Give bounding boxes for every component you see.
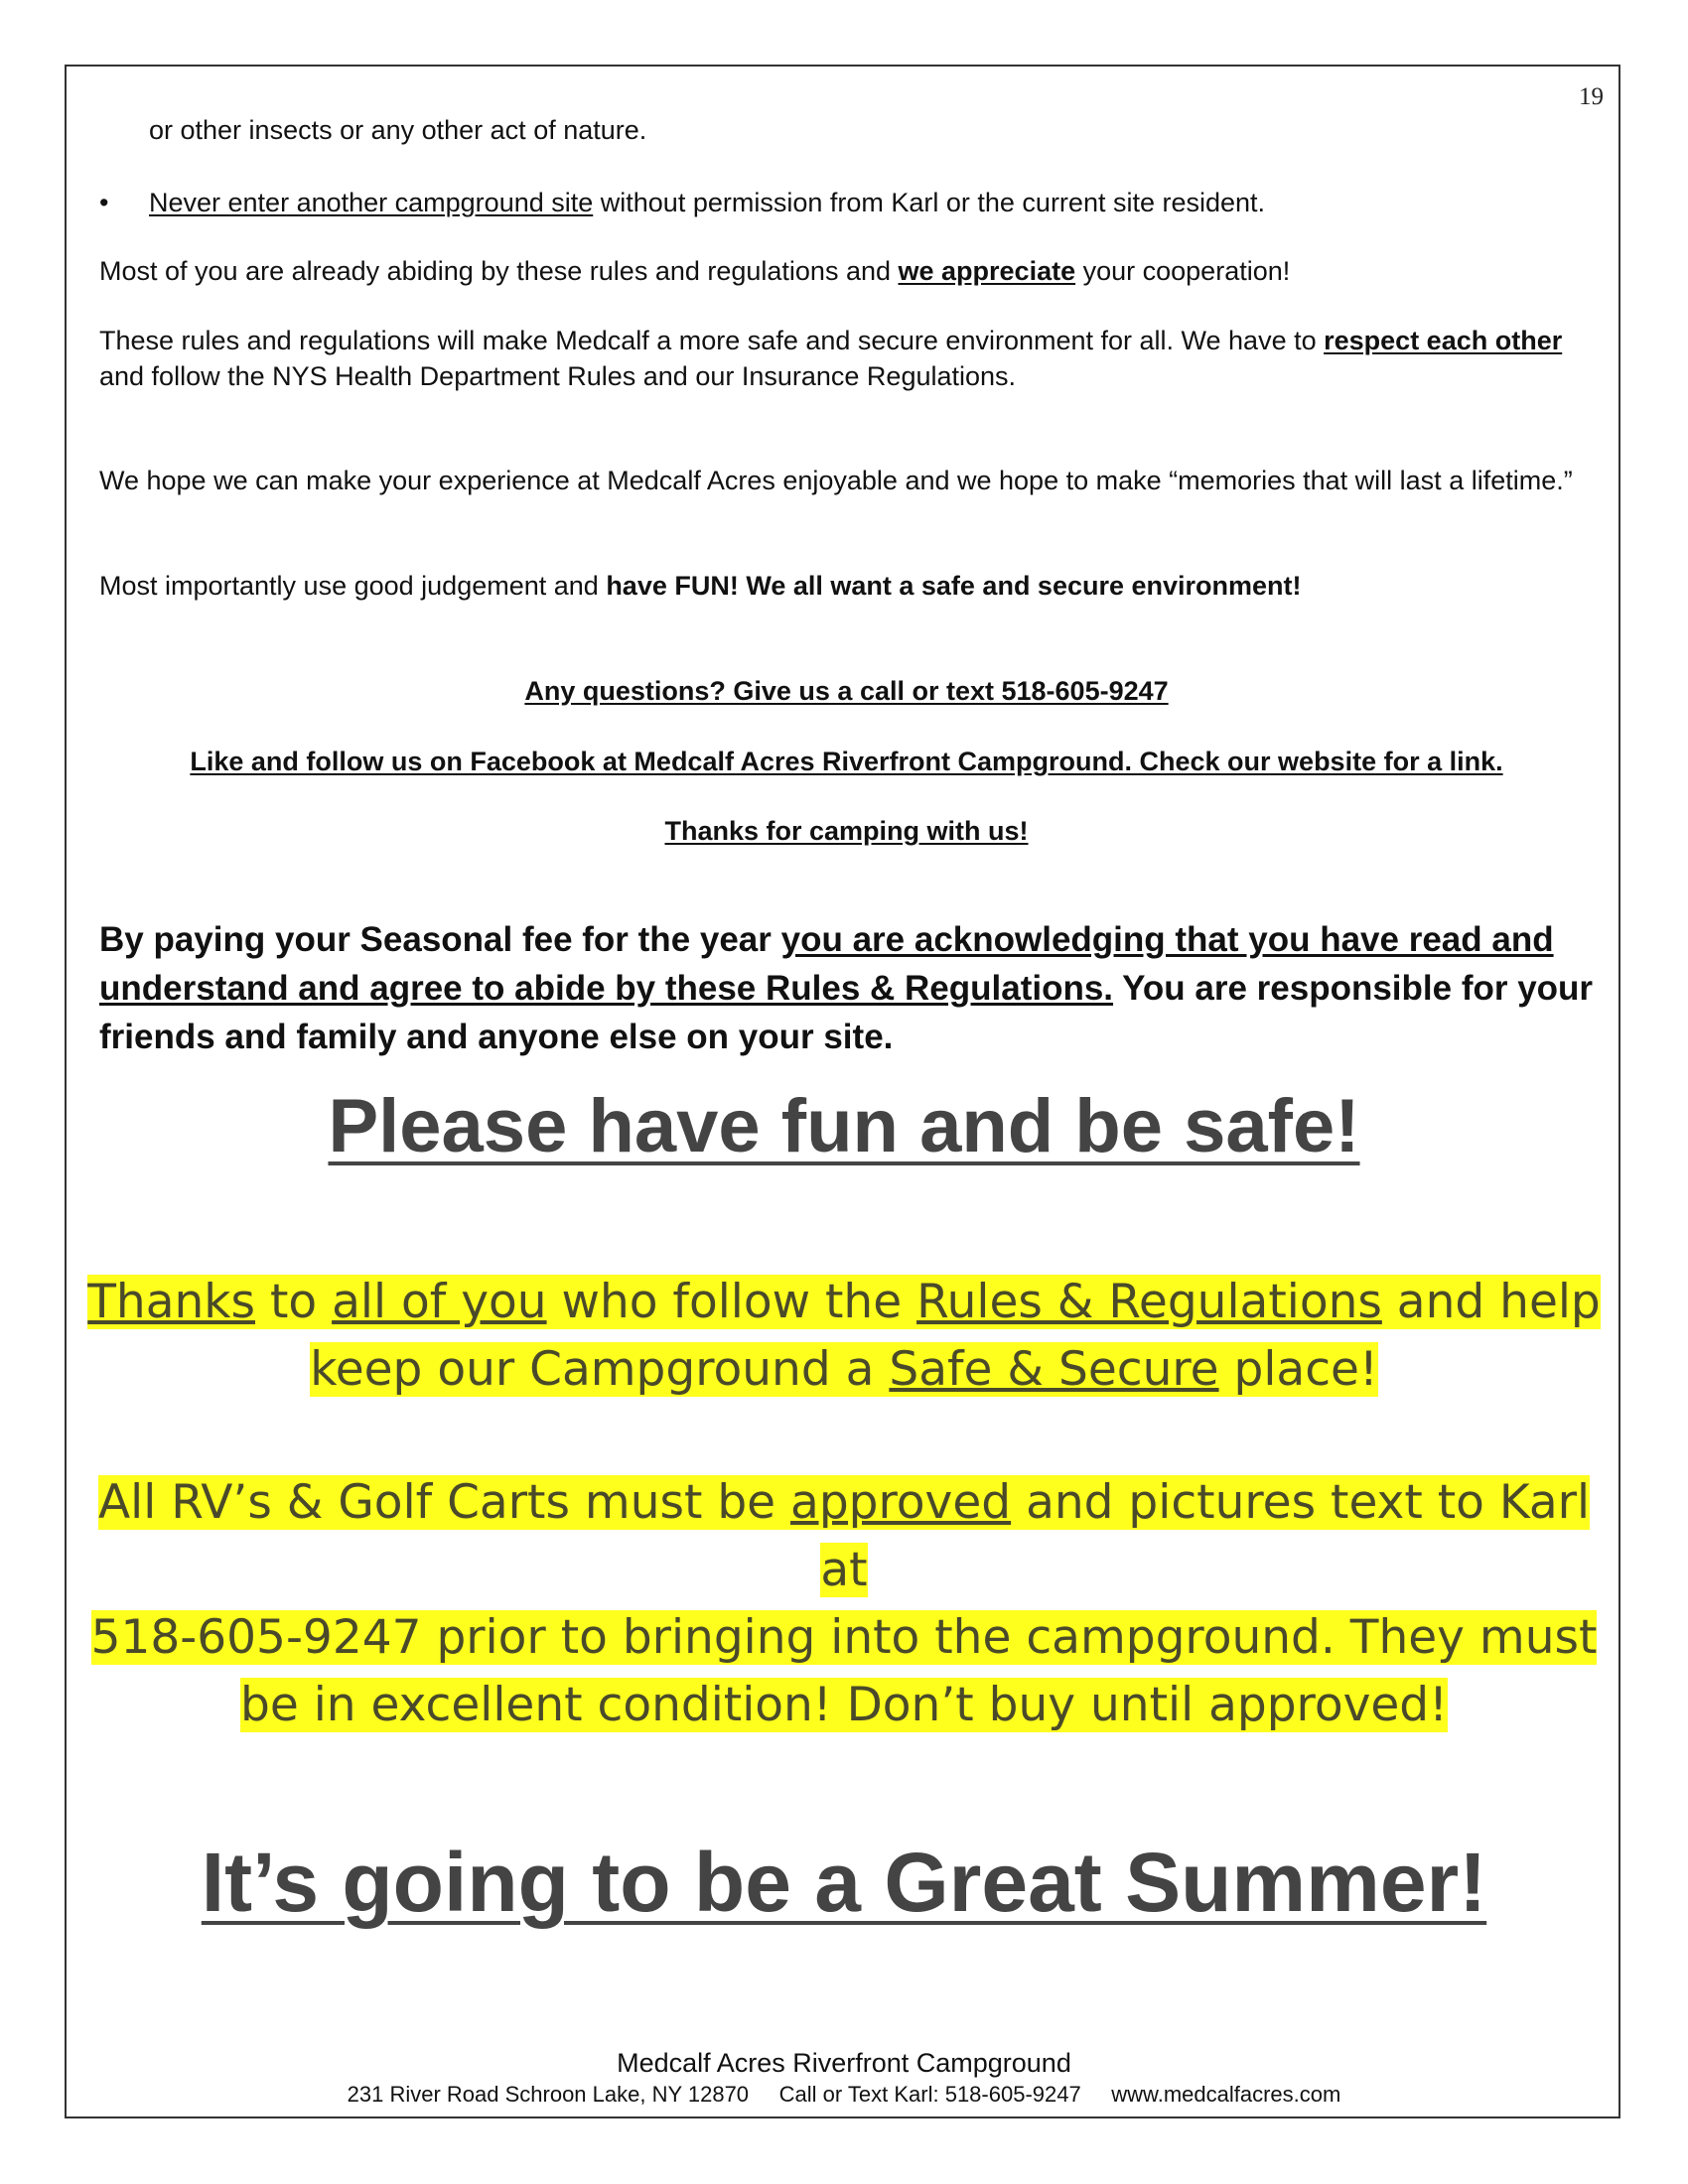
- highlight-thanks-block: [79, 1269, 1609, 1404]
- respect-pre: These rules and regulations will make Medcalf a more safe and secure environment for all. We have to: [99, 326, 1325, 355]
- hl-rules-regulations: Rules & Regulations: [916, 1275, 1382, 1329]
- respect-emphasis: respect each other: [1324, 326, 1563, 355]
- appreciate-paragraph: [99, 253, 1589, 289]
- respect-post: and follow the NYS Health Department Rules and our Insurance Regulations.: [99, 361, 1017, 391]
- hl-text: and pictures text to Karl at: [820, 1475, 1591, 1597]
- acknowledge-pre: By paying your Seasonal fee for the year: [99, 920, 781, 959]
- hl-text: who follow the: [546, 1275, 917, 1329]
- fun-safe-heading: Please have fun and be safe!: [328, 1084, 1360, 1168]
- highlight-approval-line1: [79, 1469, 1609, 1604]
- bullet-icon: •: [99, 188, 109, 217]
- facebook-line: Like and follow us on Facebook at Medcalf Acres Riverfront Campground. Check our website for a link.: [190, 747, 1503, 776]
- hope-paragraph: We hope we can make your experience at Medcalf Acres enjoyable and we hope to make “memories that will last a lifetime.”: [99, 466, 1573, 495]
- hl-text: to: [255, 1275, 333, 1329]
- hl-all-of-you: all of you: [332, 1275, 547, 1329]
- hl-text: All RV’s & Golf Carts must be: [97, 1475, 791, 1530]
- hl-thanks-word: Thanks: [87, 1275, 256, 1329]
- bullet-text: [149, 185, 1265, 220]
- footer-name: Medcalf Acres Riverfront Campground: [617, 2048, 1071, 2078]
- highlight-approval-line3: be in excellent condition! Don’t buy until approved!: [240, 1678, 1448, 1732]
- hl-text: and help: [1381, 1275, 1601, 1329]
- bullet-underlined: Never enter another campground site: [149, 188, 594, 217]
- footer-website: www.medcalfacres.com: [1111, 2082, 1341, 2107]
- judgement-pre: Most importantly use good judgement and: [99, 571, 607, 601]
- hl-text: place!: [1218, 1342, 1378, 1397]
- judgement-bold: have FUN! We all want a safe and secure environment!: [606, 571, 1302, 601]
- acknowledge-underlined: you are acknowledging that you have read and understand and agree to abide by these Rules & Regulations.: [99, 920, 1554, 1008]
- hl-approved: approved: [790, 1475, 1012, 1530]
- footer-contact: [0, 2081, 1688, 2109]
- highlight-approval-block: [79, 1469, 1609, 1739]
- respect-paragraph: [99, 323, 1594, 394]
- acknowledge-post: You are responsible for your friends and family and anyone else on your site.: [99, 969, 1594, 1056]
- acknowledge-paragraph: [99, 915, 1609, 1061]
- bullet-rest: without permission from Karl or the current site resident.: [593, 188, 1266, 217]
- appreciate-pre: Most of you are already abiding by these rules and regulations and: [99, 256, 899, 286]
- hl-safe-secure: Safe & Secure: [889, 1342, 1219, 1397]
- great-summer-heading: It’s going to be a Great Summer!: [201, 1836, 1487, 1929]
- footer-call: Call or Text Karl: 518-605-9247: [778, 2082, 1081, 2107]
- thanks-camping-line: Thanks for camping with us!: [664, 816, 1029, 846]
- highlight-thanks-line1: [79, 1269, 1609, 1336]
- intro-continuation: or other insects or any other act of nature.: [149, 115, 647, 145]
- judgement-paragraph: [99, 568, 1589, 604]
- appreciate-post: your cooperation!: [1075, 256, 1291, 286]
- appreciate-emphasis: we appreciate: [898, 256, 1076, 286]
- highlight-thanks-line2: [79, 1336, 1609, 1404]
- page-number: 19: [1579, 83, 1604, 110]
- questions-line: Any questions? Give us a call or text 518-605-9247: [524, 676, 1169, 706]
- hl-text: keep our Campground a: [310, 1342, 890, 1397]
- highlight-approval-line2: 518-605-9247 prior to bringing into the campground. They must: [90, 1610, 1598, 1665]
- footer-address: 231 River Road Schroon Lake, NY 12870: [347, 2082, 750, 2107]
